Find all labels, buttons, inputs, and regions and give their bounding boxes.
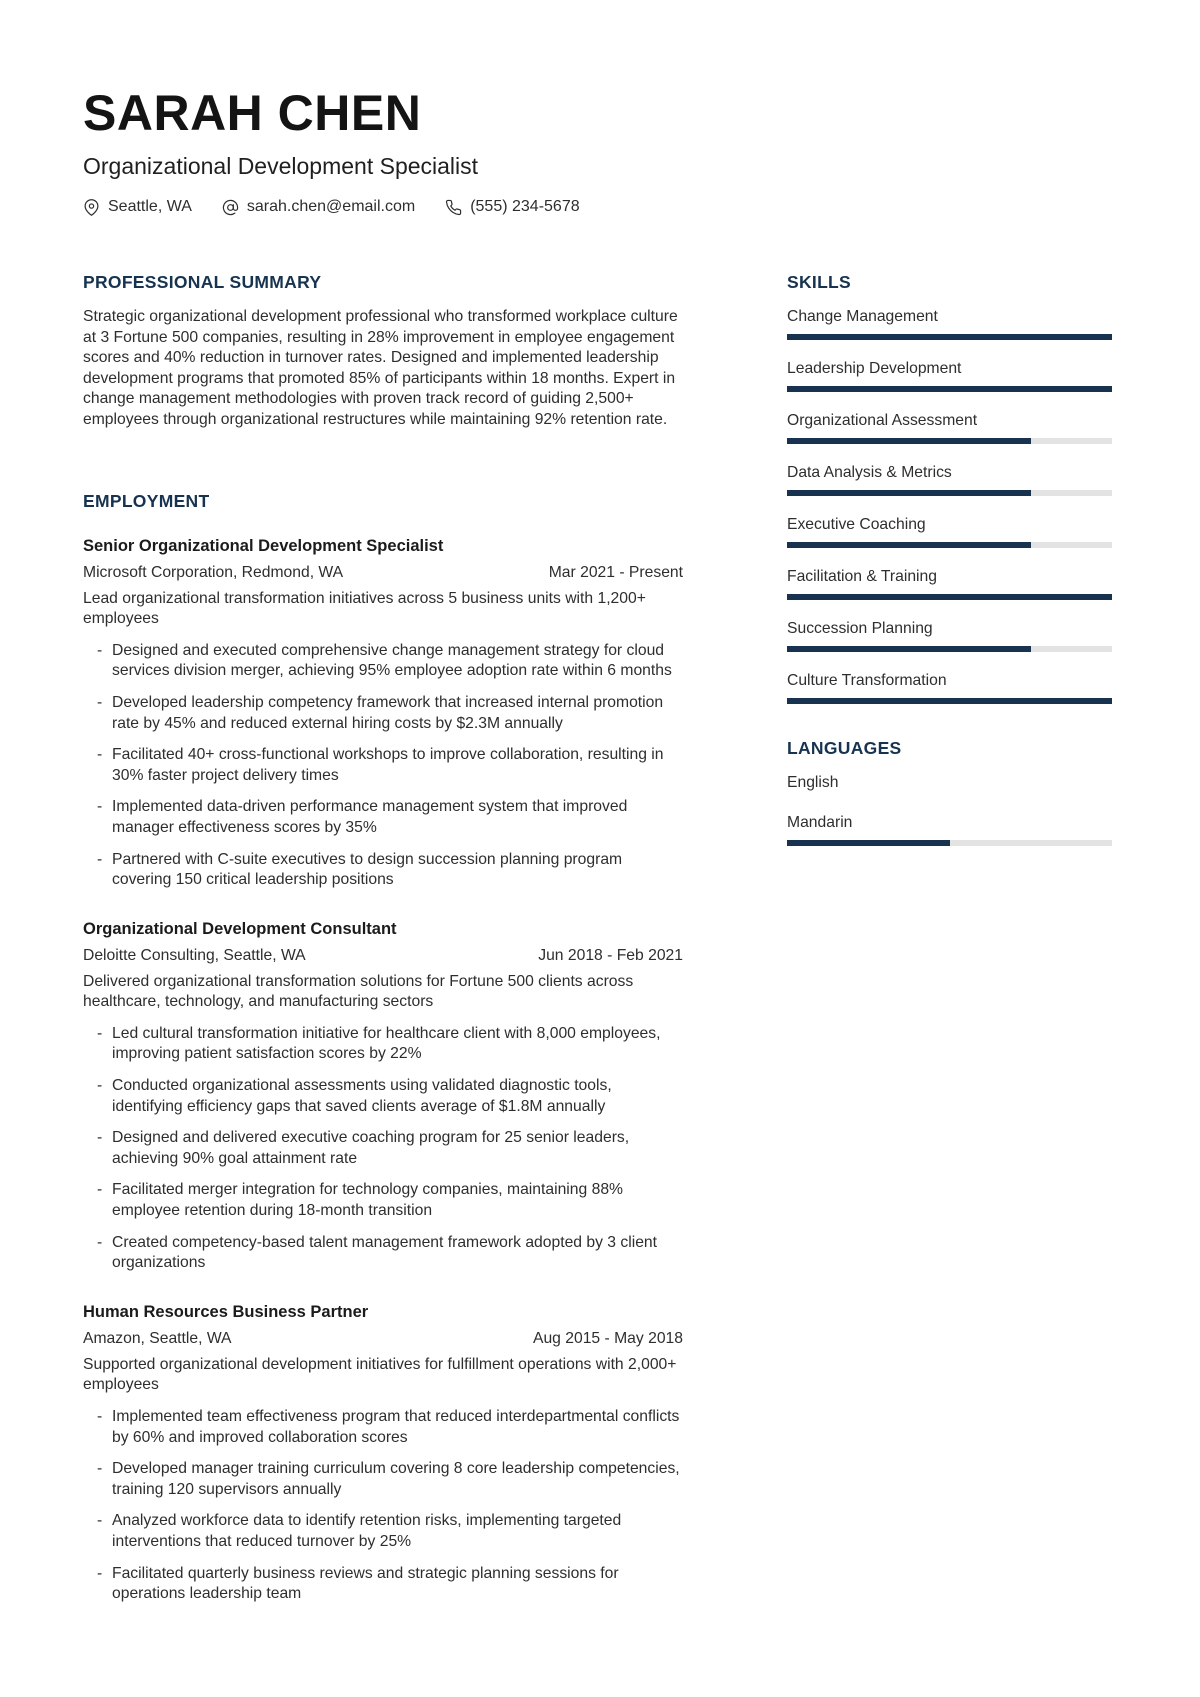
- skill-bar: [787, 594, 1112, 600]
- language-bar-fill: [787, 840, 950, 846]
- skill-bar: [787, 334, 1112, 340]
- language-item: [787, 773, 1112, 792]
- job-bullet: - Designed and delivered executive coaching program for 25 senior leaders, achieving 90% goal attainment rate: [112, 1128, 683, 1169]
- skill-item: [787, 307, 1112, 340]
- job-bullets: [83, 1407, 683, 1605]
- sidebar-column: [787, 272, 1112, 1605]
- skill-bar: [787, 438, 1112, 444]
- skill-label: Facilitation & Training: [787, 568, 937, 585]
- skill-bar: [787, 698, 1112, 704]
- job-bullets: [83, 1024, 683, 1274]
- person-name: SARAH CHEN: [83, 85, 422, 141]
- job-dates: Jun 2018 - Feb 2021: [538, 946, 683, 964]
- job-dates: Aug 2015 - May 2018: [532, 1329, 683, 1347]
- skill-item: [787, 411, 1112, 444]
- skills-section: [787, 272, 1112, 704]
- job-meta: [83, 946, 683, 966]
- contact-phone: [445, 198, 579, 216]
- job-dates: Mar 2021 - Present: [548, 563, 683, 581]
- skills-heading: SKILLS: [787, 272, 852, 292]
- contact-email: [222, 198, 415, 216]
- skill-bar-fill: [787, 594, 1112, 600]
- skill-item: [787, 671, 1112, 704]
- job-meta: [83, 563, 683, 583]
- skill-label: Change Management: [787, 308, 938, 325]
- skill-label: Executive Coaching: [787, 516, 926, 533]
- language-item: [787, 813, 1112, 846]
- skill-item: [787, 515, 1112, 548]
- job-entry: [83, 536, 683, 891]
- contact-location-text: Seattle, WA: [108, 198, 192, 215]
- job-bullet: - Created competency-based talent management framework adopted by 3 client organizations: [112, 1233, 683, 1274]
- job-bullet: - Developed leadership competency framework that increased internal promotion rate by 45% and reduced external hiring costs by $2.3M annually: [112, 693, 683, 734]
- job-title: Human Resources Business Partner: [83, 1302, 369, 1321]
- job-bullet: - Implemented data-driven performance management system that improved manager effectiveness scores by 35%: [112, 797, 683, 838]
- job-title: Senior Organizational Development Specialist: [83, 536, 444, 555]
- job-bullet: - Developed manager training curriculum covering 8 core leadership competencies, training 120 supervisors annually: [112, 1459, 683, 1500]
- languages-heading: LANGUAGES: [787, 738, 902, 758]
- job-bullets: [83, 641, 683, 891]
- job-company: Microsoft Corporation, Redmond, WA: [83, 563, 344, 581]
- job-bullet: - Facilitated 40+ cross-functional workshops to improve collaboration, resulting in 30% faster project delivery times: [112, 745, 683, 786]
- job-entry: [83, 919, 683, 1274]
- job-entry: [83, 1302, 683, 1605]
- language-label: Mandarin: [787, 814, 853, 831]
- languages-section: [787, 738, 1112, 846]
- skill-bar: [787, 646, 1112, 652]
- skill-bar: [787, 386, 1112, 392]
- skill-item: [787, 567, 1112, 600]
- professional-summary-section: [83, 272, 683, 431]
- employment-section: [83, 491, 683, 1605]
- skill-label: Data Analysis & Metrics: [787, 464, 952, 481]
- summary-heading: PROFESSIONAL SUMMARY: [83, 272, 322, 292]
- person-headline: Organizational Development Specialist: [83, 153, 479, 179]
- job-bullet: - Partnered with C-suite executives to design succession planning program covering 150 critical leadership positions: [112, 850, 683, 891]
- summary-text: Strategic organizational development professional who transformed workplace culture at 3 Fortune 500 companies, resulting in 28% improvement in employee engagement scores and 40% reduction in turnover rates. Designed and implemented leadership development programs that promoted 85% of participants within 18 months. Expert in change management methodologies with proven track record of guiding 2,500+ employees through organizational restructures while maintaining 92% retention rate.: [83, 308, 678, 428]
- skill-label: Culture Transformation: [787, 672, 947, 689]
- skill-bar-fill: [787, 438, 1031, 444]
- job-summary: Supported organizational development initiatives for fulfillment operations with 2,000+ employees: [83, 1355, 677, 1394]
- resume-body: [83, 272, 1117, 1605]
- main-column: [83, 272, 683, 1605]
- contact-email-text: sarah.chen@email.com: [246, 198, 416, 215]
- employment-heading: EMPLOYMENT: [83, 490, 210, 511]
- job-company: Amazon, Seattle, WA: [83, 1329, 232, 1347]
- skill-label: Organizational Assessment: [787, 412, 978, 429]
- job-bullet: - Conducted organizational assessments using validated diagnostic tools, identifying efficiency gaps that saved clients average of $1.8M annually: [112, 1076, 683, 1117]
- contact-location: [83, 198, 192, 216]
- skill-bar: [787, 490, 1112, 496]
- skill-item: [787, 463, 1112, 496]
- phone-icon: [445, 199, 462, 216]
- at-sign-icon: [222, 199, 239, 216]
- skill-item: [787, 359, 1112, 392]
- job-bullet: - Facilitated merger integration for technology companies, maintaining 88% employee retention during 18-month transition: [112, 1180, 683, 1221]
- job-meta: [83, 1329, 683, 1349]
- job-title: Organizational Development Consultant: [83, 919, 397, 938]
- skill-bar-fill: [787, 490, 1031, 496]
- skill-bar-fill: [787, 334, 1112, 340]
- job-company: Deloitte Consulting, Seattle, WA: [83, 946, 306, 964]
- language-bar: [787, 840, 1112, 846]
- job-bullet: - Designed and executed comprehensive change management strategy for cloud services division merger, achieving 95% employee adoption rate within 6 months: [112, 641, 683, 682]
- skill-bar-fill: [787, 542, 1031, 548]
- skill-label: Succession Planning: [787, 620, 933, 637]
- job-summary: Delivered organizational transformation solutions for Fortune 500 clients across healthcare, technology, and manufacturing sectors: [83, 972, 634, 1011]
- skill-bar: [787, 542, 1112, 548]
- job-bullet: - Facilitated quarterly business reviews and strategic planning sessions for operations leadership team: [112, 1564, 683, 1605]
- job-bullet: - Led cultural transformation initiative for healthcare client with 8,000 employees, improving patient satisfaction scores by 22%: [112, 1024, 683, 1065]
- skill-bar-fill: [787, 386, 1112, 392]
- job-bullet: - Implemented team effectiveness program that reduced interdepartmental conflicts by 60% and improved collaboration scores: [112, 1407, 683, 1448]
- skill-item: [787, 619, 1112, 652]
- skill-label: Leadership Development: [787, 360, 962, 377]
- contact-row: [83, 198, 1117, 216]
- location-pin-icon: [83, 199, 100, 216]
- job-summary: Lead organizational transformation initiatives across 5 business units with 1,200+ employees: [83, 589, 646, 628]
- skill-bar-fill: [787, 698, 1112, 704]
- job-bullet: - Analyzed workforce data to identify retention risks, implementing targeted interventions that reduced turnover by 25%: [112, 1511, 683, 1552]
- contact-phone-text: (555) 234-5678: [470, 198, 580, 215]
- language-label: English: [787, 774, 839, 791]
- skill-bar-fill: [787, 646, 1031, 652]
- resume-header: [83, 85, 1117, 216]
